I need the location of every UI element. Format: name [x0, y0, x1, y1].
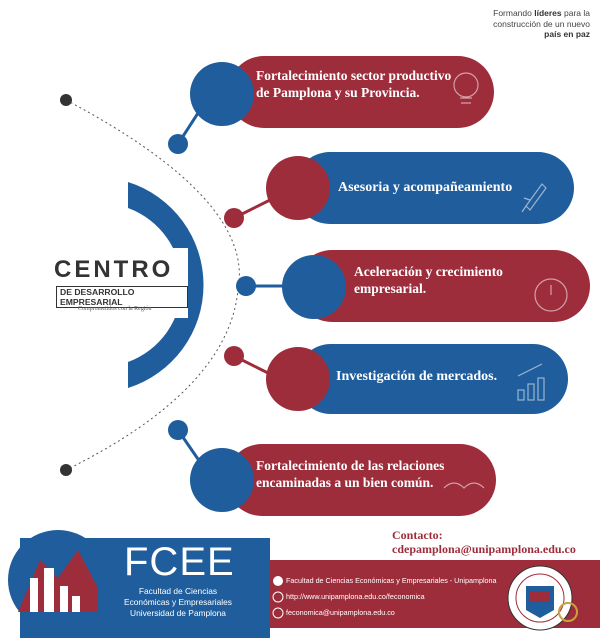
service-bubble-5 [190, 448, 254, 512]
footer-website[interactable]: http://www.unipamplona.edu.co/feconomica [286, 592, 425, 601]
service-text-4: Investigación de mercados. [336, 369, 498, 384]
contact-email[interactable]: cdepamplona@unipamplona.edu.co [392, 542, 576, 556]
arc-start-dot [60, 94, 72, 106]
fcee-line3: Universidad de Pamplona [130, 608, 226, 618]
fcee-line1: Facultad de Ciencias [138, 586, 218, 596]
service-text-3: Aceleración y crecimiento empresarial. [354, 264, 503, 296]
fcee-line2: Económicas y Empresariales [124, 597, 232, 607]
service-bubble-4 [266, 347, 330, 411]
arc-end-dot [60, 464, 72, 476]
contact-label: Contacto: [392, 528, 443, 542]
service-bubble-3 [282, 255, 346, 319]
service-text-1: Fortalecimiento sector productivo de Pamplona y su Provincia. [256, 68, 452, 100]
logo-motto: Comprometidos con la Región [78, 306, 152, 312]
service-bubble-1 [190, 62, 254, 126]
centro-logo [8, 248, 188, 318]
tagline: Formando líderes para la construcción de un nuevo país en paz [493, 8, 590, 40]
service-text-5: Fortalecimiento de las relaciones encaminadas a un bien común. [256, 458, 445, 490]
service-text-2: Asesoria y acompañeamiento [338, 180, 513, 195]
facebook-icon [273, 576, 283, 586]
footer-facebook[interactable]: Facultad de Ciencias Económicas y Empresariales - Unipamplona [286, 576, 497, 585]
service-bubble-2 [266, 156, 330, 220]
city-logo-icon [8, 530, 108, 630]
logo-subtitle: DE DESARROLLO EMPRESARIAL [56, 286, 188, 308]
footer-email[interactable]: feconomica@unipamplona.edu.co [286, 608, 395, 617]
logo-word: CENTRO [54, 256, 174, 283]
fcee-acronym: FCEE [124, 540, 235, 584]
